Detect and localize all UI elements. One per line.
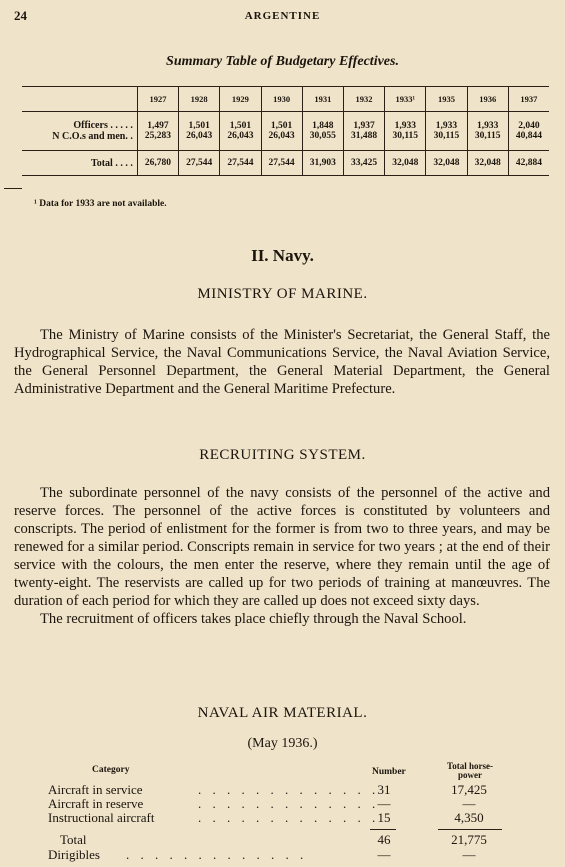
- year-header: 1937: [508, 87, 549, 112]
- recruiting-text-1: The subordinate personnel of the navy consists of the personnel of the active and reserve forces. The personnel of the active forces is constituted by volunteers and conscripts. The period of enlistment for the former is from two to three years, and may be renewed for a similar period. Conscripts remain in service for two years ; at the end of their service with the colours, the men enter the reserve, where they remain until the age of twenty-eight. The reservists are called up for two periods of training at manœuvres. The duration of each period for which they are called up does not exceed sixty days.: [14, 485, 550, 609]
- recruiting-heading: RECRUITING SYSTEM.: [199, 447, 366, 463]
- air-material-date: (May 1936.): [247, 736, 318, 751]
- table-cell: 30,115: [426, 131, 467, 151]
- air-category: Instructional aircraft: [48, 810, 155, 825]
- leader-dots: . . . . . . . . . . . . .: [126, 847, 308, 862]
- table-footnote: ¹ Data for 1933 are not available.: [34, 199, 167, 209]
- table-cell: 26,043: [220, 131, 261, 151]
- table-cell: 30,115: [385, 131, 426, 151]
- year-header: 1931: [302, 87, 343, 112]
- air-horse-power: —: [462, 796, 476, 811]
- table-cell: 25,283: [137, 131, 178, 151]
- row-label: N C.O.s and men. .: [52, 131, 133, 142]
- budget-header-row: [22, 87, 549, 112]
- nco-men-row: [22, 131, 549, 151]
- ministry-heading: MINISTRY OF MARINE.: [197, 286, 368, 302]
- air-total-number: 46: [377, 832, 391, 847]
- air-number: 31: [377, 782, 391, 797]
- column-header-number: Number: [372, 767, 406, 777]
- table-cell: 1,497: [137, 112, 178, 132]
- air-category: Dirigibles: [48, 847, 100, 862]
- air-number: 15: [377, 810, 391, 825]
- row-label: Officers . . . . .: [73, 120, 133, 131]
- table-cell: 27,544: [179, 151, 220, 176]
- year-header: 1930: [261, 87, 302, 112]
- officers-row: [22, 112, 549, 132]
- table-cell: 31,488: [343, 131, 384, 151]
- row-label: Total . . . .: [22, 151, 137, 176]
- year-header: 1927: [137, 87, 178, 112]
- table-cell: 27,544: [261, 151, 302, 176]
- air-category: Aircraft in service: [48, 782, 143, 797]
- leader-dots: . . . . . . . . . . . . .: [198, 782, 380, 797]
- air-total-horse-power: 21,775: [451, 832, 487, 847]
- table-cell: 32,048: [385, 151, 426, 176]
- air-number: —: [377, 847, 391, 862]
- recruiting-text-2: The recruitment of officers takes place chiefly through the Naval School.: [40, 611, 467, 627]
- table-cell: 1,933: [426, 112, 467, 132]
- ministry-paragraph: [14, 326, 550, 398]
- air-material-heading: NAVAL AIR MATERIAL.: [197, 705, 368, 721]
- table-cell: 32,048: [467, 151, 508, 176]
- table-cell: 2,040: [508, 112, 549, 132]
- table-cell: 30,115: [467, 131, 508, 151]
- year-header: 1936: [467, 87, 508, 112]
- air-total-row: [60, 832, 565, 847]
- air-category: Aircraft in reserve: [48, 796, 144, 811]
- air-row: [48, 810, 565, 825]
- table-cell: 26,780: [137, 151, 178, 176]
- table-cell: 1,501: [179, 112, 220, 132]
- table-cell: 1,501: [220, 112, 261, 132]
- year-header: 1935: [426, 87, 467, 112]
- table-cell: 27,544: [220, 151, 261, 176]
- air-horse-power: 4,350: [454, 810, 484, 825]
- year-header: 1928: [179, 87, 220, 112]
- table-cell: 1,937: [343, 112, 384, 132]
- running-head: ARGENTINE: [244, 10, 321, 22]
- table-cell: 1,501: [261, 112, 302, 132]
- air-horse-power: —: [462, 847, 476, 862]
- leader-dots: . . . . . . . . . . . . .: [198, 810, 380, 825]
- leader-dots: . . . . . . . . . . . . .: [198, 796, 380, 811]
- page-number: 24: [14, 8, 27, 23]
- table-cell: 1,933: [385, 112, 426, 132]
- air-row-dirigibles: [48, 847, 565, 862]
- table-cell: 26,043: [179, 131, 220, 151]
- table-cell: 1,933: [467, 112, 508, 132]
- table-cell: 40,844: [508, 131, 549, 151]
- air-row: [48, 782, 565, 797]
- summary-table-title: Summary Table of Budgetary Effectives.: [166, 54, 399, 69]
- table-cell: 32,048: [426, 151, 467, 176]
- table-cell: 30,055: [302, 131, 343, 151]
- column-header-horse-power: Total horse-power: [447, 761, 493, 780]
- air-number: —: [377, 796, 391, 811]
- air-horse-power: 17,425: [451, 782, 487, 797]
- section-title: II. Navy.: [251, 246, 314, 265]
- air-total-label: Total: [60, 832, 87, 847]
- number-total-rule: [370, 829, 396, 830]
- table-cell: 31,903: [302, 151, 343, 176]
- ministry-text: The Ministry of Marine consists of the Minister's Secretariat, the General Staff, the Hydrographical Service, the Naval Communications Service, the Naval Aviation Service, the General Personnel Department, the General Material Department, the General Administrative Department and the General Maritime Prefecture.: [14, 327, 550, 397]
- budget-table: [22, 86, 549, 176]
- header-blank: [22, 87, 137, 112]
- year-header: 1932: [343, 87, 384, 112]
- table-cell: 42,884: [508, 151, 549, 176]
- recruiting-paragraph: [14, 484, 550, 628]
- total-row: [22, 151, 549, 176]
- hp-total-rule: [438, 829, 502, 830]
- table-cell: 33,425: [343, 151, 384, 176]
- year-header: 1933¹: [385, 87, 426, 112]
- margin-rule: [4, 188, 22, 189]
- air-row: [48, 796, 565, 811]
- table-cell: 26,043: [261, 131, 302, 151]
- column-header-category: Category: [92, 765, 130, 775]
- year-header: 1929: [220, 87, 261, 112]
- table-cell: 1,848: [302, 112, 343, 132]
